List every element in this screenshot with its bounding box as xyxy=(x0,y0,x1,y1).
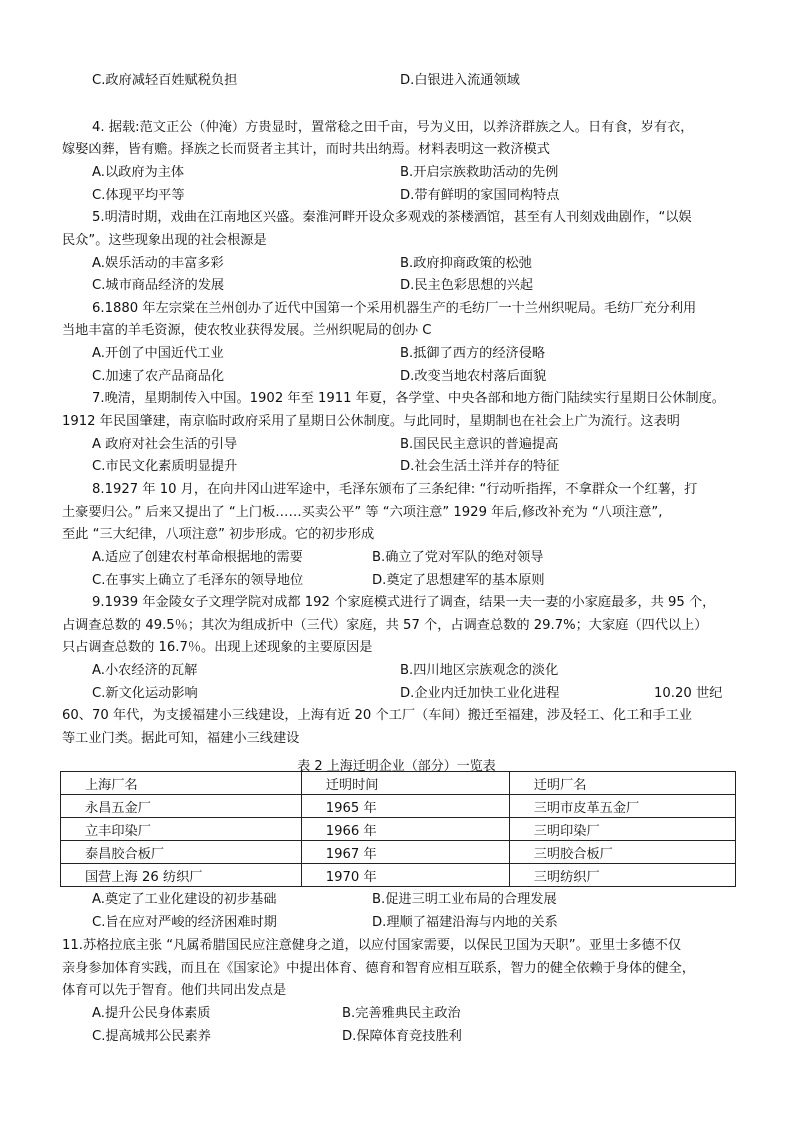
q10-lead: 10.20 世纪 xyxy=(654,686,723,701)
table-cell: 三明市皮革五金厂 xyxy=(509,795,735,818)
q5-option-b: B.政府抑商政策的松弛 xyxy=(400,256,532,271)
q3-option-c: C.政府减轻百姓赋税负担 xyxy=(92,73,238,88)
table-header-row xyxy=(61,772,736,795)
q4-option-c: C.体现平均平等 xyxy=(92,188,185,203)
table-cell: 三明印染厂 xyxy=(509,818,735,841)
q11-stem-line1: 11.苏格拉底主张 “凡属希腊国民应注意健身之道，以应付国家需要，以保民卫国为天职”。亚里士多德不仅 xyxy=(62,938,682,953)
q5-stem-line1: 5.明清时期，戏曲在江南地区兴盛。秦淮河畔开设众多观戏的茶楼酒馆，甚至有人刊刻戏曲剧作，“以娱 xyxy=(92,210,692,225)
q7-option-d: D.社会生活土洋并存的特征 xyxy=(400,459,560,474)
q6-stem-line2: 当地丰富的羊毛资源，使农牧业获得发展。兰州织呢局的创办 C xyxy=(62,323,432,338)
q4-option-b: B.开启宗族救助活动的先例 xyxy=(400,165,559,180)
table-header-cell: 上海厂名 xyxy=(61,772,302,795)
q8-option-a: A.适应了创建农村革命根据地的需要 xyxy=(92,550,303,565)
q4-stem-line1: 4. 据载:范文正公（仲淹）方贵显时，置常稔之田千亩，号为义田，以养济群族之人。日有食，岁有衣， xyxy=(92,120,694,135)
q7-option-a: A 政府对社会生活的引导 xyxy=(92,437,238,452)
q9-option-d: D.企业内迁加快工业化进程 xyxy=(400,686,560,701)
table-cell: 国营上海 26 纺织厂 xyxy=(61,864,302,887)
table-cell: 1967 年 xyxy=(301,841,509,864)
q8-stem-line3: 至此 “三大纪律，八项注意” 初步形成。它的初步形成 xyxy=(62,527,375,542)
q7-stem-line1: 7.晚清，星期制传入中国。1902 年至 1911 年夏，各学堂、中央各部和地方衙门陆续实行星期日公休制度。 xyxy=(92,391,725,406)
q9-stem-line1: 9.1939 年金陵女子文理学院对成都 192 个家庭模式进行了调查，结果一夫一妻的小家庭最多，共 95 个， xyxy=(92,595,716,610)
table-row xyxy=(61,864,736,887)
q10-stem-line3: 等工业门类。据此可知，福建小三线建设 xyxy=(62,731,300,746)
q10-stem-line2: 60、70 年代，为支援福建小三线建设，上海有近 20 个工厂（车间）搬迁至福建，涉及轻工、化工和手工业 xyxy=(62,708,692,723)
q11-option-c: C.提高城邦公民素养 xyxy=(92,1029,211,1044)
q5-stem-line2: 民众”。这些现象出现的社会根源是 xyxy=(62,233,267,248)
table-row xyxy=(61,841,736,864)
q7-option-b: B.国民民主意识的普遍提高 xyxy=(400,437,559,452)
table-cell: 立丰印染厂 xyxy=(61,818,302,841)
table-cell: 永昌五金厂 xyxy=(61,795,302,818)
q11-stem-line3: 体育可以先于智育。他们共同出发点是 xyxy=(62,983,287,998)
q10-option-c: C.旨在应对严峻的经济困难时期 xyxy=(92,915,277,930)
table-cell: 1970 年 xyxy=(301,864,509,887)
table-caption: 表 2 上海迁明企业（部分）一览表 xyxy=(297,759,496,774)
q11-stem-line2: 亲身参加体育实践，而且在《国家论》中提出体育、德育和智育应相互联系，智力的健全依赖于身体的健全， xyxy=(62,961,695,976)
q8-option-d: D.奠定了思想建军的基本原则 xyxy=(372,573,545,588)
q10-option-b: B.促进三明工业布局的合理发展 xyxy=(372,892,557,907)
q11-option-b: B.完善雅典民主政治 xyxy=(342,1006,461,1021)
q9-option-a: A.小农经济的瓦解 xyxy=(92,663,198,678)
table-cell: 泰昌胶合板厂 xyxy=(61,841,302,864)
q8-stem-line1: 8.1927 年 10 月，在向井冈山进军途中，毛泽东颁布了三条纪律: “行动听指挥，不拿群众一个红薯，打 xyxy=(92,482,698,497)
q7-stem-line2: 1912 年民国肇建，南京临时政府采用了星期日公休制度。与此同时，星期制也在社会上广为流行。这表明 xyxy=(62,414,680,429)
q10-option-d: D.理顺了福建沿海与内地的关系 xyxy=(372,915,558,930)
q6-option-a: A.开创了中国近代工业 xyxy=(92,346,224,361)
q11-option-d: D.保障体育竞技胜利 xyxy=(342,1029,462,1044)
q10-option-a: A.奠定了工业化建设的初步基础 xyxy=(92,892,277,907)
table-row xyxy=(61,818,736,841)
table-header-cell: 迁明厂名 xyxy=(509,772,735,795)
q9-stem-line3: 只占调查总数的 16.7％。出现上述现象的主要原因是 xyxy=(62,640,373,655)
q3-option-d: D.白银进入流通领域 xyxy=(400,73,520,88)
q5-option-d: D.民主色彩思想的兴起 xyxy=(400,278,534,293)
q4-option-a: A.以政府为主体 xyxy=(92,165,185,180)
q7-option-c: C.市民文化素质明显提升 xyxy=(92,459,238,474)
q6-stem-line1: 6.1880 年左宗棠在兰州创办了近代中国第一个采用机器生产的毛纺厂一十兰州织呢局。毛纺厂充分利用 xyxy=(92,301,697,316)
q5-option-c: C.城市商品经济的发展 xyxy=(92,278,225,293)
table-cell: 1966 年 xyxy=(301,818,509,841)
table-cell: 三明胶合板厂 xyxy=(509,841,735,864)
q6-option-d: D.改变当地农村落后面貌 xyxy=(400,369,547,384)
migration-table xyxy=(60,771,736,887)
table-cell: 1965 年 xyxy=(301,795,509,818)
q4-option-d: D.带有鲜明的家国同构特点 xyxy=(400,188,560,203)
table-cell: 三明纺织厂 xyxy=(509,864,735,887)
q8-option-c: C.在事实上确立了毛泽东的领导地位 xyxy=(92,573,304,588)
q9-option-c: C.新文化运动影响 xyxy=(92,686,198,701)
q4-stem-line2: 嫁娶凶葬，皆有赡。择族之长而贤者主其计，而时共出纳焉。材料表明这一救济模式 xyxy=(62,142,550,157)
q6-option-c: C.加速了农产品商品化 xyxy=(92,369,225,384)
q11-option-a: A.提升公民身体素质 xyxy=(92,1006,211,1021)
q6-option-b: B.抵御了西方的经济侵略 xyxy=(400,346,546,361)
table-header-cell: 迁明时间 xyxy=(301,772,509,795)
q9-option-b: B.四川地区宗族观念的淡化 xyxy=(400,663,559,678)
q8-stem-line2: 土豪要归公。” 后来又提出了 “上门板……买卖公平” 等 “六项注意” 1929 年后,修改补充为 “八项注意”, xyxy=(62,505,663,520)
table-row xyxy=(61,795,736,818)
q9-stem-line2: 占调查总数的 49.5％；其次为组成折中（三代）家庭，共 57 个，占调查总数的 29.7%；大家庭（四代以上） xyxy=(62,618,708,633)
q8-option-b: B.确立了党对军队的绝对领导 xyxy=(372,550,544,565)
q5-option-a: A.娱乐活动的丰富多彩 xyxy=(92,256,224,271)
